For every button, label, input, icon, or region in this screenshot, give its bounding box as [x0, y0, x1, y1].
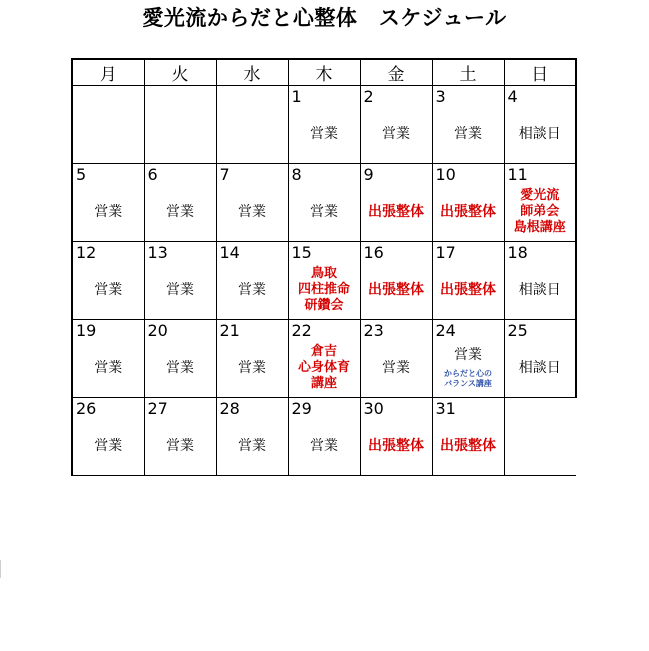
day-number: 4 [507, 87, 518, 106]
day-events [145, 182, 216, 241]
calendar-day-cell [504, 242, 576, 320]
event-label: 出張整体 [440, 203, 496, 220]
event-label: 営業 [166, 359, 194, 376]
day-number: 24 [435, 321, 456, 340]
event-label: 研鑽会 [304, 297, 344, 313]
day-number: 12 [76, 243, 97, 262]
day-events [73, 338, 144, 397]
calendar-day-cell [216, 164, 288, 242]
event-label: 営業 [238, 281, 266, 298]
calendar-day-cell [288, 242, 360, 320]
calendar-day-cell [504, 164, 576, 242]
edge-mark [0, 560, 1, 578]
calendar-day-cell [360, 398, 432, 476]
day-events [361, 260, 432, 319]
weekday-header: 木 [288, 59, 360, 86]
day-number: 22 [291, 321, 312, 340]
event-label: 営業 [382, 359, 410, 376]
day-number: 25 [507, 321, 528, 340]
day-number: 20 [147, 321, 168, 340]
day-number: 10 [435, 165, 456, 184]
calendar-day-cell [72, 242, 144, 320]
calendar-day-cell [288, 320, 360, 398]
event-label: 営業 [310, 125, 338, 142]
day-events [73, 260, 144, 319]
day-events [217, 338, 288, 397]
event-label: 営業 [166, 281, 194, 298]
event-label: 営業 [310, 437, 338, 454]
day-events [505, 338, 576, 397]
day-number: 29 [291, 399, 312, 418]
calendar-day-cell [360, 320, 432, 398]
day-number: 18 [507, 243, 528, 262]
day-events [433, 338, 504, 397]
day-number: 19 [76, 321, 97, 340]
day-events [73, 182, 144, 241]
calendar-day-cell [144, 398, 216, 476]
event-label: 鳥取 [310, 265, 337, 281]
calendar-week-row [72, 242, 576, 320]
calendar-week-row [72, 320, 576, 398]
day-number: 13 [147, 243, 168, 262]
day-events [433, 104, 504, 163]
day-events [289, 260, 360, 319]
calendar-day-cell [432, 242, 504, 320]
calendar-day-cell [432, 86, 504, 164]
day-number: 23 [363, 321, 384, 340]
calendar-day-cell [144, 320, 216, 398]
event-label: 営業 [382, 125, 410, 142]
day-number: 17 [435, 243, 456, 262]
page-title: 愛光流からだと心整体 スケジュール [142, 6, 507, 30]
calendar-empty-space [504, 398, 576, 476]
event-label: 島根講座 [513, 219, 566, 235]
event-label: 営業 [166, 203, 194, 220]
event-label: 営業 [238, 359, 266, 376]
day-events [145, 338, 216, 397]
calendar-day-cell [144, 242, 216, 320]
weekday-header: 火 [144, 59, 216, 86]
calendar-week-row [72, 164, 576, 242]
event-label: 営業 [238, 203, 266, 220]
day-number: 1 [291, 87, 302, 106]
calendar-week-row [72, 398, 576, 476]
day-events [145, 416, 216, 475]
event-label: 営業 [94, 203, 123, 220]
calendar-day-cell [288, 398, 360, 476]
day-number: 3 [435, 87, 446, 106]
calendar-day-cell [360, 86, 432, 164]
calendar-day-cell [72, 164, 144, 242]
day-number: 15 [291, 243, 312, 262]
day-events [289, 182, 360, 241]
day-number: 11 [507, 165, 528, 184]
calendar-day-cell [216, 398, 288, 476]
calendar-day-cell [72, 86, 144, 164]
day-events [361, 416, 432, 475]
day-events [433, 182, 504, 241]
calendar-body [72, 86, 576, 476]
day-events [505, 182, 576, 241]
event-label: 講座 [310, 375, 337, 391]
day-events [505, 104, 576, 163]
day-number: 28 [219, 399, 240, 418]
day-number: 7 [219, 165, 230, 184]
event-label: 出張整体 [440, 281, 496, 298]
day-number: 31 [435, 399, 456, 418]
calendar-day-cell [216, 86, 288, 164]
day-number: 14 [219, 243, 240, 262]
calendar-day-cell [144, 86, 216, 164]
event-label: 営業 [310, 203, 338, 220]
day-number: 9 [363, 165, 374, 184]
event-label: 倉吉 [310, 343, 337, 359]
calendar-day-cell [360, 242, 432, 320]
day-number: 26 [76, 399, 97, 418]
event-label: 相談日 [518, 359, 561, 376]
day-events [361, 104, 432, 163]
event-label: 出張整体 [368, 203, 424, 220]
event-label: 営業 [94, 281, 123, 298]
day-number: 27 [147, 399, 168, 418]
day-number: 5 [76, 165, 87, 184]
day-events [361, 338, 432, 397]
schedule-calendar [71, 58, 577, 476]
calendar-day-cell [144, 164, 216, 242]
day-events [289, 104, 360, 163]
calendar-day-cell [72, 320, 144, 398]
day-events [433, 260, 504, 319]
event-label: 営業 [94, 359, 123, 376]
calendar-day-cell [504, 86, 576, 164]
weekday-header: 月 [72, 59, 144, 86]
event-label: バランス講座 [444, 378, 492, 388]
day-events [289, 338, 360, 397]
calendar-day-cell [216, 242, 288, 320]
weekday-header: 水 [216, 59, 288, 86]
day-events [361, 182, 432, 241]
event-label: 心身体育 [297, 359, 350, 375]
day-events [73, 416, 144, 475]
weekday-header: 金 [360, 59, 432, 86]
day-events [217, 182, 288, 241]
event-label: 営業 [94, 437, 123, 454]
day-number: 30 [363, 399, 384, 418]
day-number: 6 [147, 165, 158, 184]
event-label: 営業 [166, 437, 194, 454]
event-label: 出張整体 [368, 281, 424, 298]
day-number: 16 [363, 243, 384, 262]
calendar-day-cell [432, 164, 504, 242]
weekday-header-row [72, 59, 576, 86]
day-events [217, 416, 288, 475]
calendar-day-cell [432, 320, 504, 398]
calendar-week-row [72, 86, 576, 164]
event-label: 営業 [454, 346, 482, 363]
event-label: 営業 [454, 125, 482, 142]
day-events [289, 416, 360, 475]
event-label: 相談日 [518, 281, 561, 298]
event-label: 出張整体 [368, 437, 424, 454]
weekday-header: 日 [504, 59, 576, 86]
calendar-day-cell [288, 86, 360, 164]
event-label: 四柱推命 [297, 281, 350, 297]
event-label: 師弟会 [520, 203, 560, 219]
day-events [217, 260, 288, 319]
calendar-day-cell [288, 164, 360, 242]
calendar-day-cell [360, 164, 432, 242]
calendar-day-cell [432, 398, 504, 476]
day-events [433, 416, 504, 475]
day-events [505, 260, 576, 319]
calendar-day-cell [216, 320, 288, 398]
day-number: 21 [219, 321, 240, 340]
event-label: 相談日 [518, 125, 561, 142]
event-label: からだと心の [444, 368, 492, 378]
day-number: 2 [363, 87, 374, 106]
day-number: 8 [291, 165, 302, 184]
event-label: 営業 [238, 437, 266, 454]
calendar-day-cell [72, 398, 144, 476]
event-label: 出張整体 [440, 437, 496, 454]
event-label: 愛光流 [520, 187, 560, 203]
weekday-header: 土 [432, 59, 504, 86]
calendar-day-cell [504, 320, 576, 398]
day-events [145, 260, 216, 319]
